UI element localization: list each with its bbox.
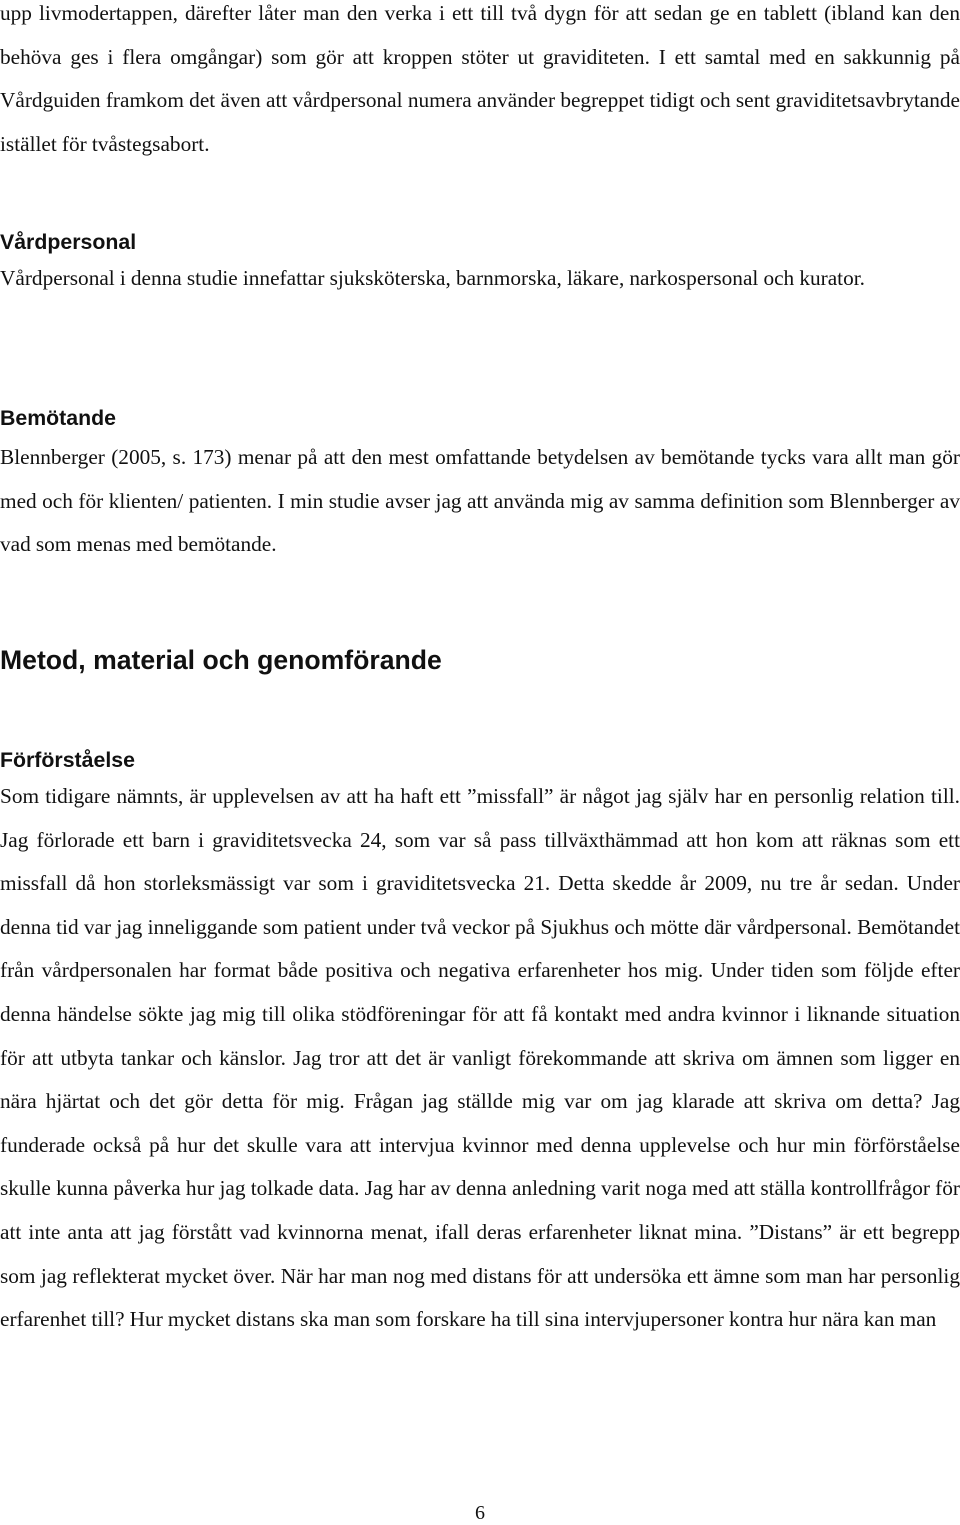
intro-paragraph: upp livmodertappen, därefter låter man den verka i ett till två dygn för att sedan ge en tablett (ibland kan den behöva ges i flera omgångar) som gör att kroppen stöter ut graviditeten. I ett samtal med en sakkunnig på Vårdguiden framkom det även att vårdpersonal numera använder begreppet tidigt och sent graviditetsavbrytande istället för tvåstegsabort. bbox=[0, 1, 960, 156]
section-text-vardpersonal: Vårdpersonal i denna studie innefattar sjuksköterska, barnmorska, läkare, narkospersonal och kurator. bbox=[0, 266, 865, 290]
main-heading: Metod, material och genomförande bbox=[0, 645, 442, 675]
subsection-text-forforstaelse: Som tidigare nämnts, är upplevelsen av att ha haft ett ”missfall” är något jag själv har en personlig relation till. Jag förlorade ett barn i graviditetsvecka 24, som var så pass tillväxthämmad att hon kom att räknas som ett missfall då hon storleksmässigt var som i graviditetsvecka 21. Detta skedde år 2009, nu tre år sedan. Under denna tid var jag inneliggande som patient under två veckor på Sjukhus och mötte där vårdpersonal. Bemötandet från vårdpersonalen har format både positiva och negativa erfarenheter hos mig. Under tiden som följde efter denna händelse sökte jag mig till olika stödföreningar för att få kontakt med andra kvinnor i liknande situation för att utbyta tankar och känslor. Jag tror att det är vanligt förekommande att skriva om ämnen som ligger en nära hjärtat och det gör detta för mig. Frågan jag ställde mig var om jag klarade att skriva om detta? Jag funderade också på hur det skulle vara att intervjua kvinnor med denna upplevelse och hur min förförståelse skulle kunna påverka hur jag tolkade data. Jag har av denna anledning varit noga med att ställa kontrollfrågor för att inte anta att jag förstått vad kvinnorna menat, ifall deras erfarenheter liknat mina. ”Distans” är ett begrepp som jag reflekterat mycket över. När har man nog med distans för att undersöka ett ämne som man har personlig erfarenhet till? Hur mycket distans ska man som forskare ha till sina intervjupersoner kontra hur nära kan man bbox=[0, 784, 960, 1332]
subsection-heading-forforstaelse: Förförståelse bbox=[0, 748, 135, 772]
section-heading-bemotande: Bemötande bbox=[0, 406, 116, 430]
section-text-bemotande: Blennberger (2005, s. 173) menar på att den mest omfattande betydelsen av bemötande tycks vara allt man gör med och för klienten/ patienten. I min studie avser jag att använda mig av samma definition som Blennberger av vad som menas med bemötande. bbox=[0, 445, 960, 557]
page-number: 6 bbox=[475, 1502, 485, 1524]
section-heading-vardpersonal: Vårdpersonal bbox=[0, 230, 137, 254]
